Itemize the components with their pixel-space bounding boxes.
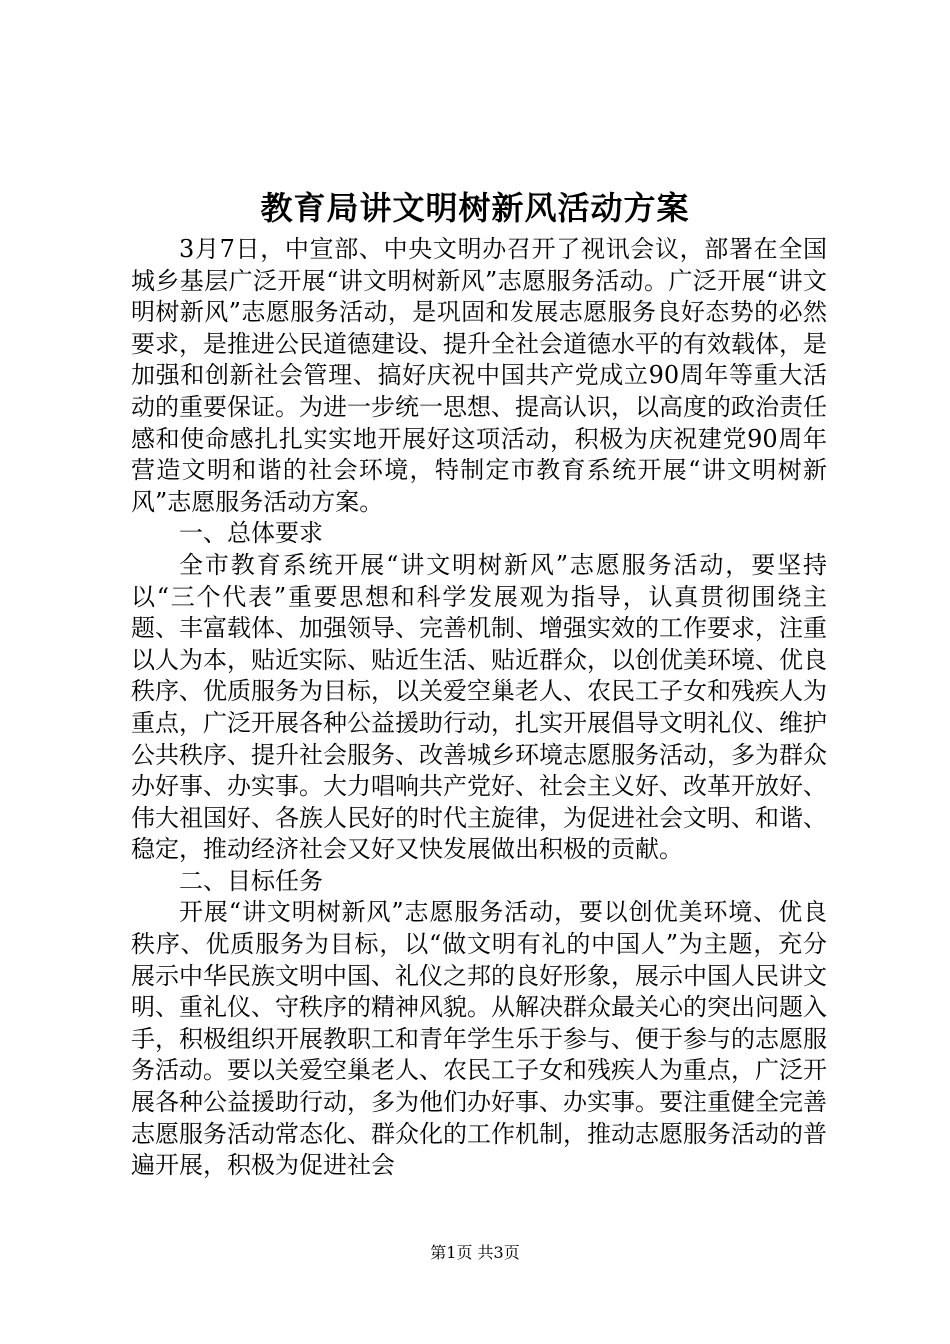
document-title: 教育局讲文明树新风活动方案: [260, 189, 690, 227]
document-body: [131, 234, 827, 1182]
paragraph-overall-requirements: 全市教育系统开展“讲文明树新风”志愿服务活动，要坚持以“三个代表”重要思想和科学发展观为指导，认真贯彻围绕主题、丰富载体、加强领导、完善机制、增强实效的工作要求，注重以人为本，贴近实际、贴近生活、贴近群众，以创优美环境、优良秩序、优质服务为目标，以关爱空巢老人、农民工子女和残疾人为重点，广泛开展各种公益援助行动，扎实开展倡导文明礼仪、维护公共秩序、提升社会服务、改善城乡环境志愿服务活动，多为群众办好事、办实事。大力唱响共产党好、社会主义好、改革开放好、伟大祖国好、各族人民好的时代主旋律，为促进社会文明、和谐、稳定，推动经济社会又好又快发展做出积极的贡献。: [131, 550, 827, 864]
paragraph-intro: 3月7日，中宣部、中央文明办召开了视讯会议，部署在全国城乡基层广泛开展“讲文明树新风”志愿服务活动。广泛开展“讲文明树新风”志愿服务活动，是巩固和发展志愿服务良好态势的必然要求，是推进公民道德建设、提升全社会道德水平的有效载体，是加强和创新社会管理、搞好庆祝中国共产党成立90周年等重大活动的重要保证。为进一步统一思想、提高认识，以高度的政治责任感和使命感扎扎实实地开展好这项活动，积极为庆祝建党90周年营造文明和谐的社会环境，特制定市教育系统开展“讲文明树新风”志愿服务活动方案。: [131, 235, 827, 516]
page-number-footer: 第1页 共3页: [430, 1243, 520, 1262]
paragraph-goals-tasks: 开展“讲文明树新风”志愿服务活动，要以创优美环境、优良秩序、优质服务为目标，以“做文明有礼的中国人”为主题，充分展示中华民族文明中国、礼仪之邦的良好形象，展示中国人民讲文明、重礼仪、守秩序的精神风貌。从解决群众最关心的突出问题入手，积极组织开展教职工和青年学生乐于参与、便于参与的志愿服务活动。要以关爱空巢老人、农民工子女和残疾人为重点，广泛开展各种公益援助行动，多为他们办好事、办实事。要注重健全完善志愿服务活动常态化、群众化的工作机制，推动志愿服务活动的普遍开展，积极为促进社会: [131, 898, 827, 1180]
section-heading-overall-requirements: 一、总体要求: [179, 519, 323, 548]
section-heading-goals-tasks: 二、目标任务: [179, 866, 323, 895]
